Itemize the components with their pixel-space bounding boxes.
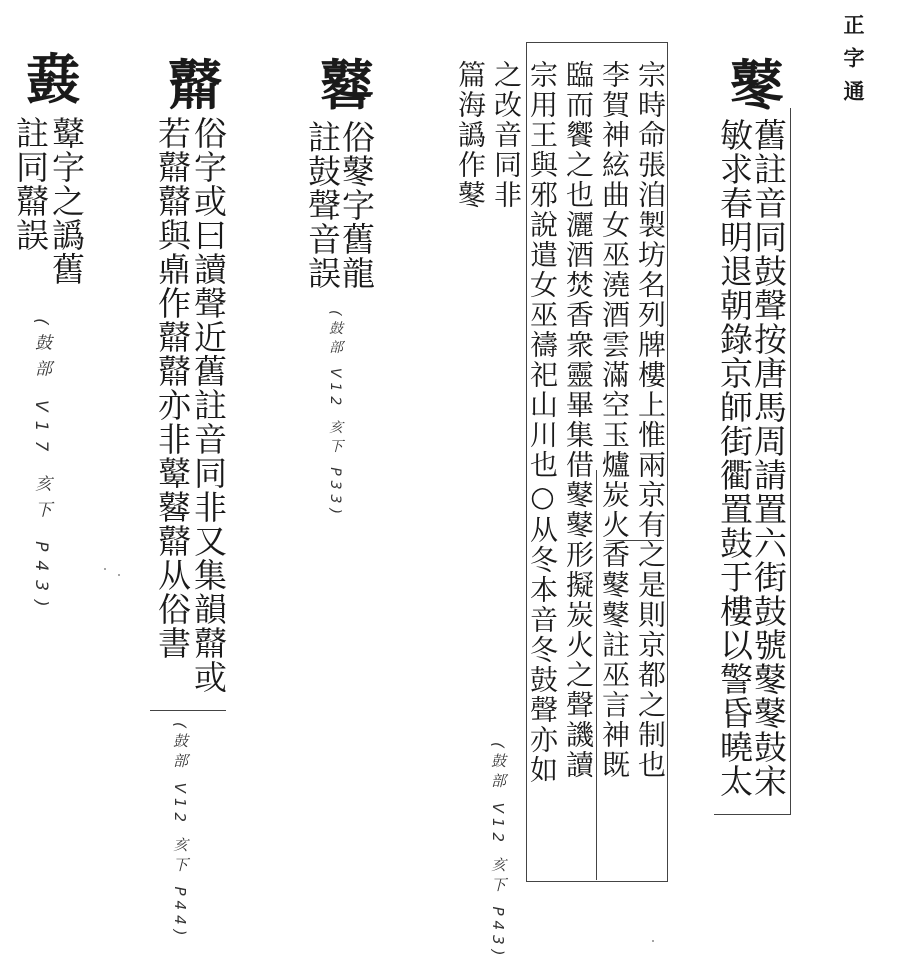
entry-3-source-note: (鼓部 V12 亥下 P44) bbox=[171, 722, 189, 941]
entry-4-source-note: (鼓部 V17 亥下 P43) bbox=[31, 318, 51, 616]
scan-speck bbox=[652, 940, 654, 942]
entry-1-source-note: (鼓部 V12 亥下 P43) bbox=[489, 742, 507, 961]
entry-4-column-2: 註同鼘誤 bbox=[11, 116, 50, 252]
entry-1-headword: 鼕 bbox=[730, 53, 784, 117]
entry-1-column-4: 李賀神絃曲女巫澆酒雲滿空玉爐炭火香鼕鼕註巫言神既 bbox=[598, 60, 631, 780]
entry-3-column-2: 若鼘鼘與鼑作鼘鼘亦非鼙鼛鼘从俗書 bbox=[153, 116, 192, 660]
entry-2-column-2: 註鼓聲音誤 bbox=[303, 120, 342, 290]
entry-1-column-5: 臨而饗之也灑酒焚香衆靈畢集借鼕鼕形擬炭火之聲譏讀 bbox=[562, 60, 595, 780]
entry-2-headword: 鼛 bbox=[320, 53, 374, 117]
scan-speck bbox=[118, 574, 120, 576]
entry-2-column-1: 俗鼕字舊龍 bbox=[337, 120, 376, 290]
entry-4-column-1: 鼙字之譌舊 bbox=[47, 116, 86, 286]
page-header-title: 正字通 bbox=[841, 14, 866, 113]
entry-1-column-3: 宗時命張洎製坊名列牌樓上惟兩京有之是則京都之制也 bbox=[634, 60, 667, 780]
entry-1-column-8: 篇海譌作鼕 bbox=[454, 60, 487, 210]
entry-3-column-1: 俗字或曰讀聲近舊註音同非又集韻鼘或 bbox=[189, 116, 228, 694]
scan-speck bbox=[104, 568, 106, 570]
entry-1-divider bbox=[596, 470, 597, 880]
entry-3-headword: 鼘 bbox=[168, 53, 222, 117]
entry-1-column-2: 敏求春明退朝錄京師街衢置鼓于樓以警昏曉太 bbox=[715, 118, 754, 798]
entry-4-headword: 鼖 bbox=[26, 47, 80, 111]
entry-2-source-note: (鼓部 V12 亥下 P33) bbox=[327, 310, 343, 519]
entry-1-column-1: 舊註音同鼓聲按唐馬周請置六街鼓號鼕鼕鼓宋 bbox=[749, 118, 788, 798]
entry-1-column-7: 之改音同非 bbox=[490, 60, 523, 210]
entry-1-strike bbox=[606, 540, 664, 541]
entry-1-column-6: 宗用王與邪說遣女巫禱祀山川也○从冬本音冬鼓聲亦如 bbox=[526, 60, 559, 785]
